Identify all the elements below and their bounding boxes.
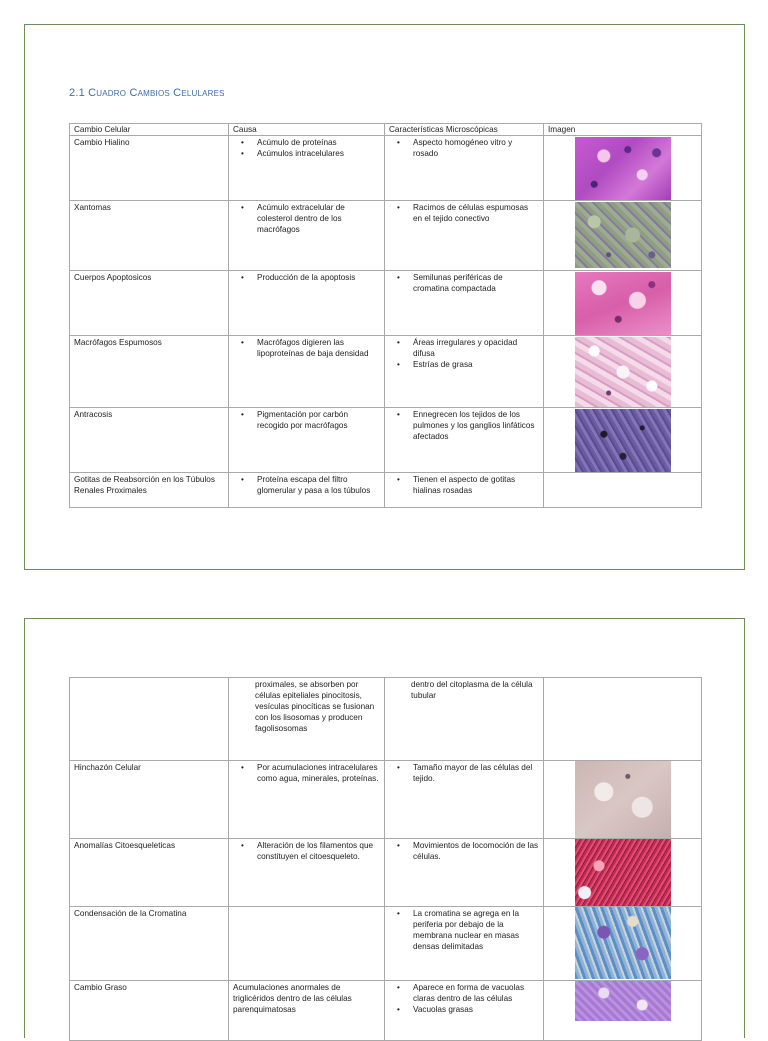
document-page-1 xyxy=(24,24,745,570)
cell-caracteristicas xyxy=(385,839,544,907)
list-item: • Ennegrecen los tejidos de los pulmones y los ganglios linfáticos afectados xyxy=(411,409,539,442)
cell-cambio: Gotitas de Reabsorción en los Túbulos Renales Proximales xyxy=(70,473,229,508)
cell-imagen xyxy=(544,408,702,473)
list-item: • Producción de la apoptosis xyxy=(255,272,380,283)
cell-imagen xyxy=(544,981,702,1041)
list-item: • Acúmulo extracelular de colesterol dentro de los macrófagos xyxy=(255,202,380,235)
list-item: • Semilunas periféricas de cromatina compactada xyxy=(411,272,539,294)
cell-cambio-empty xyxy=(70,678,229,761)
cell-causa-empty xyxy=(229,907,385,981)
cell-imagen xyxy=(544,761,702,839)
cell-cambio: Hinchazón Celular xyxy=(70,761,229,839)
table-row xyxy=(70,408,702,473)
cell-imagen-empty xyxy=(544,678,702,761)
micrograph-citoesqueleto-image xyxy=(575,839,671,906)
micrograph-xantomas-image xyxy=(575,202,671,268)
cell-cambio: Anomalías Citoesqueleticas xyxy=(70,839,229,907)
cell-causa xyxy=(229,761,385,839)
cell-causa xyxy=(229,136,385,201)
list-item: • Movimientos de locomoción de las células. xyxy=(411,840,539,862)
cell-causa xyxy=(229,271,385,336)
list-item: • Macrófagos digieren las lipoproteínas de baja densidad xyxy=(255,337,380,359)
cell-imagen xyxy=(544,907,702,981)
cell-imagen xyxy=(544,271,702,336)
cell-causa xyxy=(229,336,385,408)
list-item: • Tamaño mayor de las células del tejido. xyxy=(411,762,539,784)
cell-cambio: Antracosis xyxy=(70,408,229,473)
cell-caracteristicas xyxy=(385,678,544,761)
cell-cambio: Cambio Hialino xyxy=(70,136,229,201)
list-item: • Aspecto homogéneo vitro y rosado xyxy=(411,137,539,159)
header-caracteristicas: Características Microscópicas xyxy=(385,124,544,136)
micrograph-hinchazon-image xyxy=(575,761,671,838)
cell-caracteristicas xyxy=(385,907,544,981)
list-item: • Estrías de grasa xyxy=(411,359,539,370)
cell-imagen xyxy=(544,839,702,907)
table-row xyxy=(70,336,702,408)
cell-caracteristicas xyxy=(385,473,544,508)
cell-causa xyxy=(229,473,385,508)
table-row xyxy=(70,761,702,839)
cell-caracteristicas xyxy=(385,271,544,336)
cell-caracteristicas xyxy=(385,336,544,408)
cell-cambio: Cambio Graso xyxy=(70,981,229,1041)
cambios-celulares-table xyxy=(69,123,702,508)
cell-cambio: Xantomas xyxy=(70,201,229,271)
list-item: • Áreas irregulares y opacidad difusa xyxy=(411,337,539,359)
continued-text: proximales, se absorben por células epiteliales pinocitosis, vesículas pinocíticas se fusionan con los lisosomas y producen fagolisosomas xyxy=(255,680,375,733)
cell-imagen xyxy=(544,201,702,271)
micrograph-hialino-image xyxy=(575,137,671,200)
header-causa: Causa xyxy=(229,124,385,136)
cell-caracteristicas xyxy=(385,408,544,473)
list-item: • Tienen el aspecto de gotitas hialinas rosadas xyxy=(411,474,539,496)
table-header-row xyxy=(70,124,702,136)
cell-cambio: Cuerpos Apoptosicos xyxy=(70,271,229,336)
table-row xyxy=(70,201,702,271)
cell-causa xyxy=(229,408,385,473)
list-item: • Racimos de células espumosas en el tejido conectivo xyxy=(411,202,539,224)
cell-causa xyxy=(229,201,385,271)
cell-causa xyxy=(229,678,385,761)
cell-caracteristicas xyxy=(385,981,544,1041)
table-row xyxy=(70,907,702,981)
cell-imagen xyxy=(544,336,702,408)
micrograph-graso-image xyxy=(575,981,671,1021)
list-item: • Vacuolas grasas xyxy=(411,1004,539,1015)
cell-caracteristicas xyxy=(385,201,544,271)
list-item: • Proteína escapa del filtro glomerular y pasa a los túbulos xyxy=(255,474,380,496)
continued-text: dentro del citoplasma de la célula tubular xyxy=(411,680,533,700)
list-item: • Aparece en forma de vacuolas claras dentro de las células xyxy=(411,982,539,1004)
cell-imagen xyxy=(544,136,702,201)
list-item: • Alteración de los filamentos que constituyen el citoesqueleto. xyxy=(255,840,380,862)
cell-causa xyxy=(229,839,385,907)
cell-caracteristicas xyxy=(385,136,544,201)
section-title: 2.1 Cuadro Cambios Celulares xyxy=(69,87,225,99)
cell-imagen-empty xyxy=(544,473,702,508)
list-item: • Por acumulaciones intracelulares como agua, minerales, proteínas. xyxy=(255,762,380,784)
table-row xyxy=(70,271,702,336)
list-item: • Acúmulos intracelulares xyxy=(255,148,380,159)
cambios-celulares-table-continued xyxy=(69,677,702,1041)
table-row-continuation xyxy=(70,678,702,761)
micrograph-antracosis-image xyxy=(575,409,671,472)
cell-cambio: Condensación de la Cromatina xyxy=(70,907,229,981)
list-item: • Pigmentación por carbón recogido por macrófagos xyxy=(255,409,380,431)
table-row xyxy=(70,839,702,907)
table-row xyxy=(70,136,702,201)
micrograph-cromatina-image xyxy=(575,907,671,979)
cell-cambio: Macrófagos Espumosos xyxy=(70,336,229,408)
document-page-2 xyxy=(24,618,745,1038)
micrograph-macrofagos-image xyxy=(575,337,671,407)
table-row xyxy=(70,981,702,1041)
header-cambio-celular: Cambio Celular xyxy=(70,124,229,136)
micrograph-apoptosicos-image xyxy=(575,272,671,335)
cell-caracteristicas xyxy=(385,761,544,839)
header-imagen: Imagen xyxy=(544,124,702,136)
list-item: • Acúmulo de proteínas xyxy=(255,137,380,148)
table-row xyxy=(70,473,702,508)
cell-causa: Acumulaciones anormales de triglicéridos dentro de las células parenquimatosas xyxy=(229,981,385,1041)
list-item: • La cromatina se agrega en la periferia por debajo de la membrana nuclear en masas densas delimitadas xyxy=(411,908,539,952)
